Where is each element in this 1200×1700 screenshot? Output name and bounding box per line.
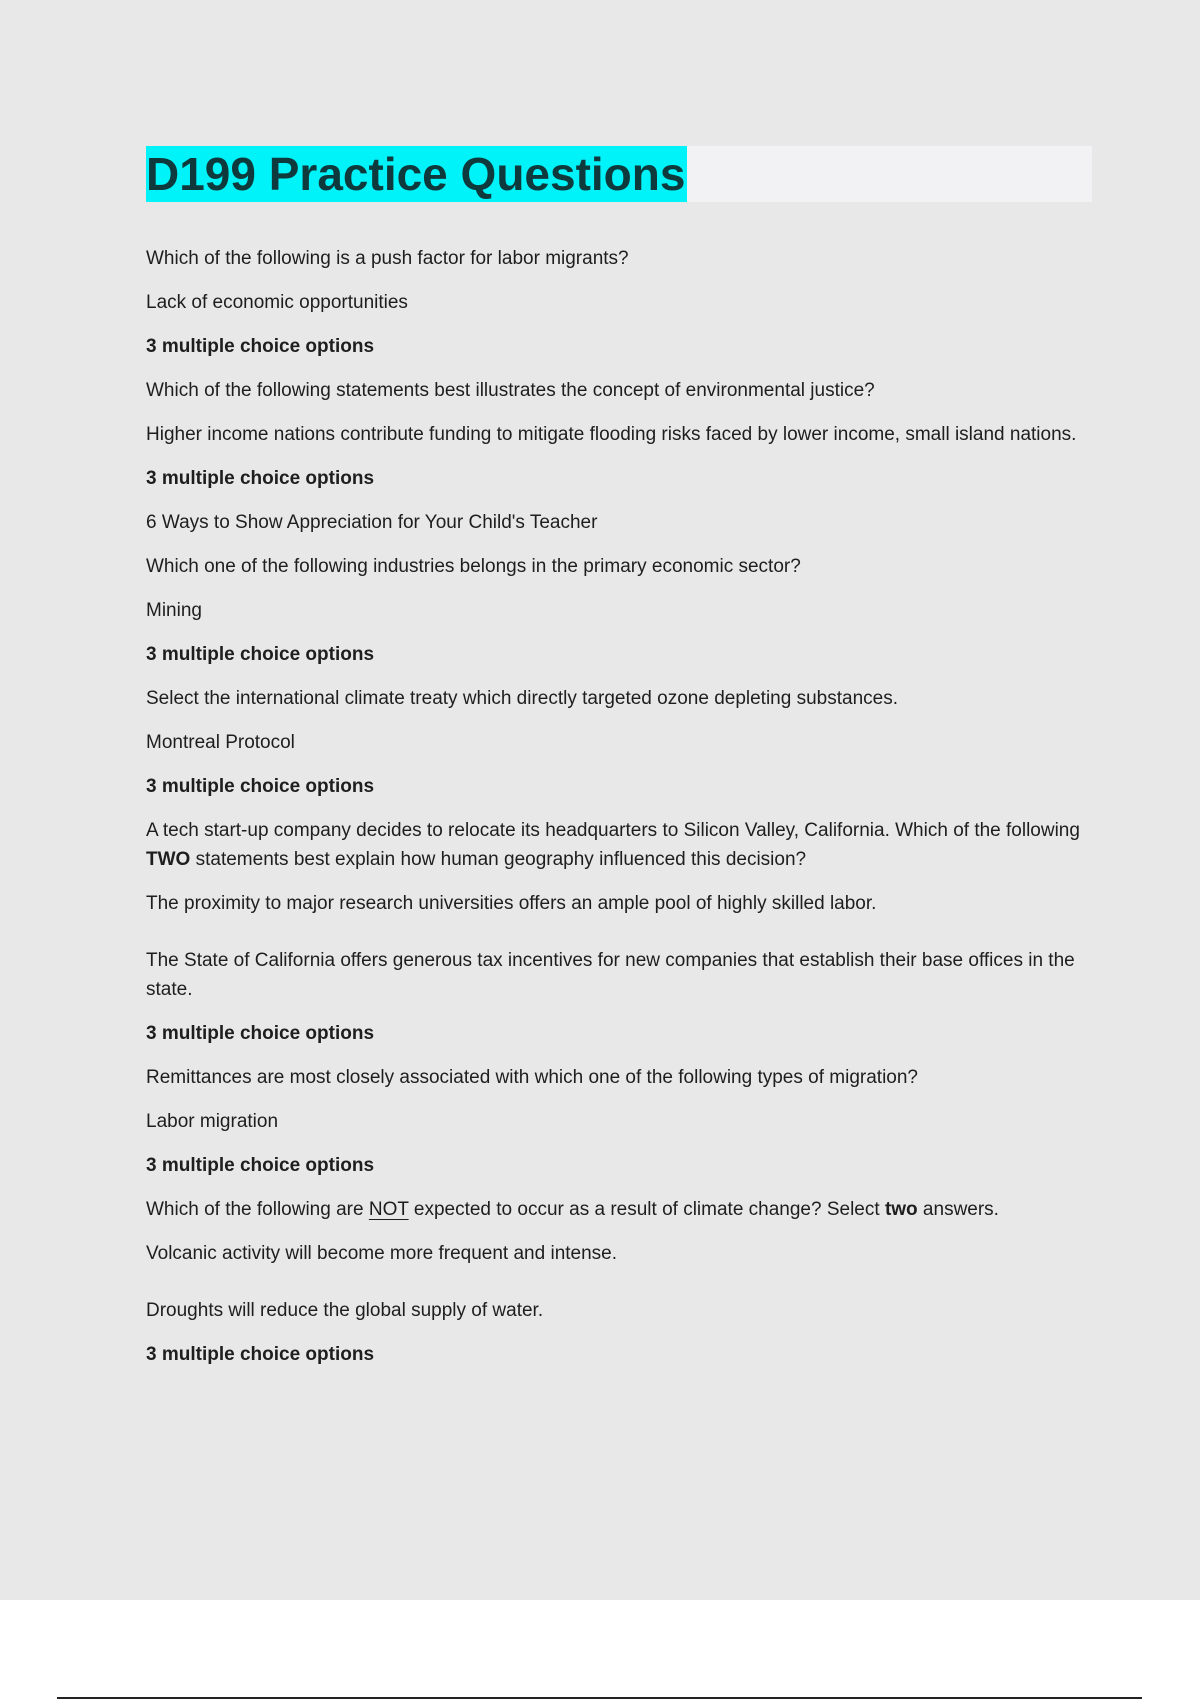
inserted-article-link-text: 6 Ways to Show Appreciation for Your Child's Teacher — [146, 512, 598, 533]
underlined-text: NOT — [368, 1199, 409, 1220]
page-title: D199 Practice Questions — [146, 148, 686, 200]
question-text: Which of the following statements best illustrates the concept of environmental justice? — [146, 380, 875, 401]
options-note: 3 multiple choice options — [146, 1155, 375, 1176]
question-text-part: A tech start-up company decides to relocate its headquarters to Silicon Valley, California. Which of the following — [146, 820, 1080, 841]
options-note: 3 multiple choice options — [146, 468, 375, 489]
question-text: Which one of the following industries belongs in the primary economic sector? — [146, 556, 801, 577]
answer-text: Lack of economic opportunities — [146, 292, 408, 313]
answer-text: The proximity to major research universities offers an ample pool of highly skilled labor. — [146, 893, 877, 914]
options-note: 3 multiple choice options — [146, 1344, 375, 1365]
question-text-part: expected to occur as a result of climate change? Select — [408, 1199, 885, 1220]
answer-text: Mining — [146, 600, 202, 621]
emphasis-text: two — [884, 1199, 918, 1220]
answer-text: Volcanic activity will become more frequent and intense. — [146, 1243, 618, 1264]
question-text-part: answers. — [917, 1199, 999, 1220]
options-note: 3 multiple choice options — [146, 336, 375, 357]
answer-text: Labor migration — [146, 1111, 279, 1132]
emphasis-text: TWO — [146, 849, 191, 870]
answer-text: The State of California offers generous tax incentives for new companies that establish their base offices in the state. — [146, 950, 1075, 1000]
answer-text: Montreal Protocol — [146, 732, 295, 753]
options-note: 3 multiple choice options — [146, 1023, 375, 1044]
question-text: Remittances are most closely associated with which one of the following types of migration? — [146, 1067, 918, 1088]
options-note: 3 multiple choice options — [146, 644, 375, 665]
answer-text: Droughts will reduce the global supply of water. — [146, 1300, 544, 1321]
question-text-part: statements best explain how human geography influenced this decision? — [190, 849, 807, 870]
options-note: 3 multiple choice options — [146, 776, 375, 797]
question-text: Select the international climate treaty which directly targeted ozone depleting substances. — [146, 688, 898, 709]
answer-text: Higher income nations contribute funding to mitigate flooding risks faced by lower income, small island nations. — [146, 424, 1077, 445]
question-text — [146, 1195, 1086, 1224]
question-text: Which of the following is a push factor for labor migrants? — [146, 248, 629, 269]
question-text-part: Which of the following are — [146, 1199, 369, 1220]
question-text — [146, 816, 1086, 874]
page-divider — [57, 1697, 1142, 1699]
question-list — [146, 244, 1086, 1384]
